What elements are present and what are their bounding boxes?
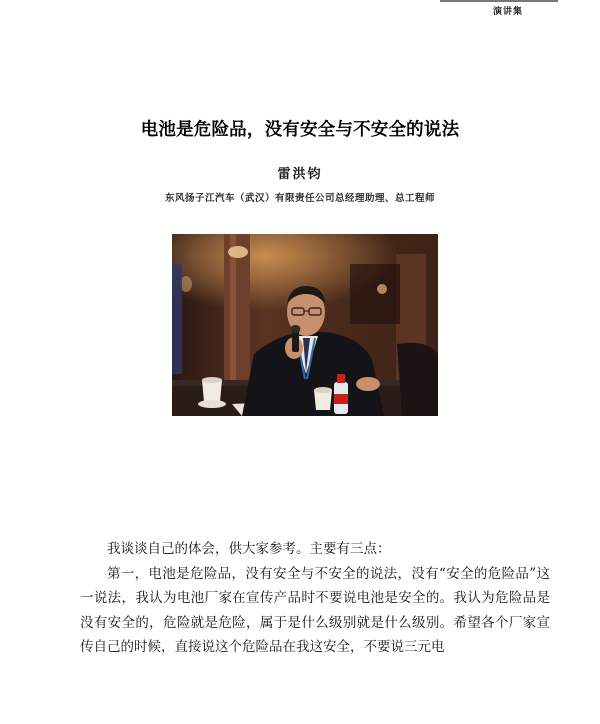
running-header: 演讲集 — [492, 7, 523, 17]
body-paragraph: 第一，电池是危险品，没有安全与不安全的说法，没有“安全的危险品”这一说法，我认为电池厂家在宣传产品时不要说电池是安全的。我认为危险品是没有安全的，危险就是危险，属于是什么级别就是什么级别。希望各个厂家宣传自己的时候，直接说这个危险品在我这安全，不要说三元电 — [80, 565, 550, 655]
author-name: 雷洪钧 — [277, 167, 323, 182]
author-affiliation: 东风扬子江汽车（武汉）有限责任公司总经理助理、总工程师 — [164, 193, 435, 204]
article-title: 电池是危险品，没有安全与不安全的说法 — [140, 120, 460, 140]
header-rule — [440, 0, 558, 2]
speaker-photo-illustration — [172, 234, 438, 416]
article-body — [80, 537, 550, 660]
body-paragraph: 我谈谈自己的体会，供大家参考。主要有三点： — [107, 541, 391, 557]
speaker-photo — [172, 234, 438, 416]
